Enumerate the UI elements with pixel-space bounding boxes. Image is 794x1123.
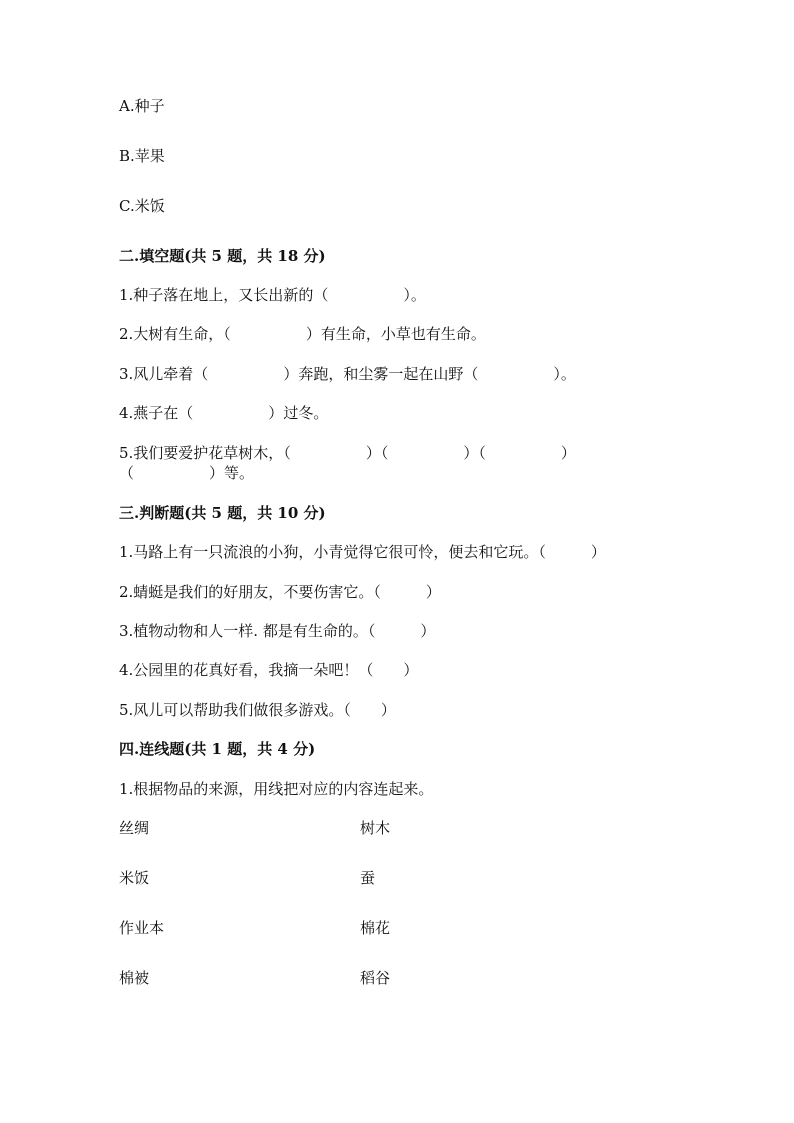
section-heading-true-false: 三.判断题(共 5 题，共 10 分) <box>119 504 326 522</box>
fill-blank-question-2: 2.大树有生命，（ ）有生命，小草也有生命。 <box>119 325 486 343</box>
section-heading-matching: 四.连线题(共 1 题，共 4 分) <box>119 740 316 758</box>
fill-blank-question-5-cont: （ ）等。 <box>119 464 255 482</box>
matching-left-item-1: 丝绸 <box>119 819 150 837</box>
option-a: A.种子 <box>119 97 165 115</box>
matching-right-item-1: 树木 <box>360 819 391 837</box>
matching-right-item-3: 棉花 <box>360 919 391 937</box>
true-false-question-1: 1.马路上有一只流浪的小狗，小青觉得它很可怜，便去和它玩。（ ） <box>119 543 606 561</box>
true-false-question-2: 2.蜻蜓是我们的好朋友，不要伤害它。（ ） <box>119 583 441 601</box>
option-b: B.苹果 <box>119 147 165 165</box>
fill-blank-question-5: 5.我们要爱护花草树木，（ ）（ ）（ ） <box>119 444 576 462</box>
matching-right-item-4: 稻谷 <box>360 969 391 987</box>
true-false-question-3: 3.植物动物和人一样. 都是有生命的。（ ） <box>119 622 436 640</box>
option-c: C.米饭 <box>119 197 165 215</box>
matching-question: 1.根据物品的来源，用线把对应的内容连起来。 <box>119 780 434 798</box>
fill-blank-question-1: 1.种子落在地上，又长出新的（ ）。 <box>119 286 426 304</box>
matching-left-item-2: 米饭 <box>119 869 150 887</box>
matching-right-item-2: 蚕 <box>360 869 376 887</box>
true-false-question-5: 5.风儿可以帮助我们做很多游戏。（ ） <box>119 701 396 719</box>
fill-blank-question-3: 3.风儿牵着（ ）奔跑，和尘雾一起在山野（ ）。 <box>119 365 576 383</box>
matching-left-item-3: 作业本 <box>119 919 165 937</box>
section-heading-fill-blank: 二.填空题(共 5 题，共 18 分) <box>119 247 326 265</box>
true-false-question-4: 4.公园里的花真好看，我摘一朵吧！（ ） <box>119 661 419 679</box>
matching-left-item-4: 棉被 <box>119 969 150 987</box>
fill-blank-question-4: 4.燕子在（ ）过冬。 <box>119 404 329 422</box>
